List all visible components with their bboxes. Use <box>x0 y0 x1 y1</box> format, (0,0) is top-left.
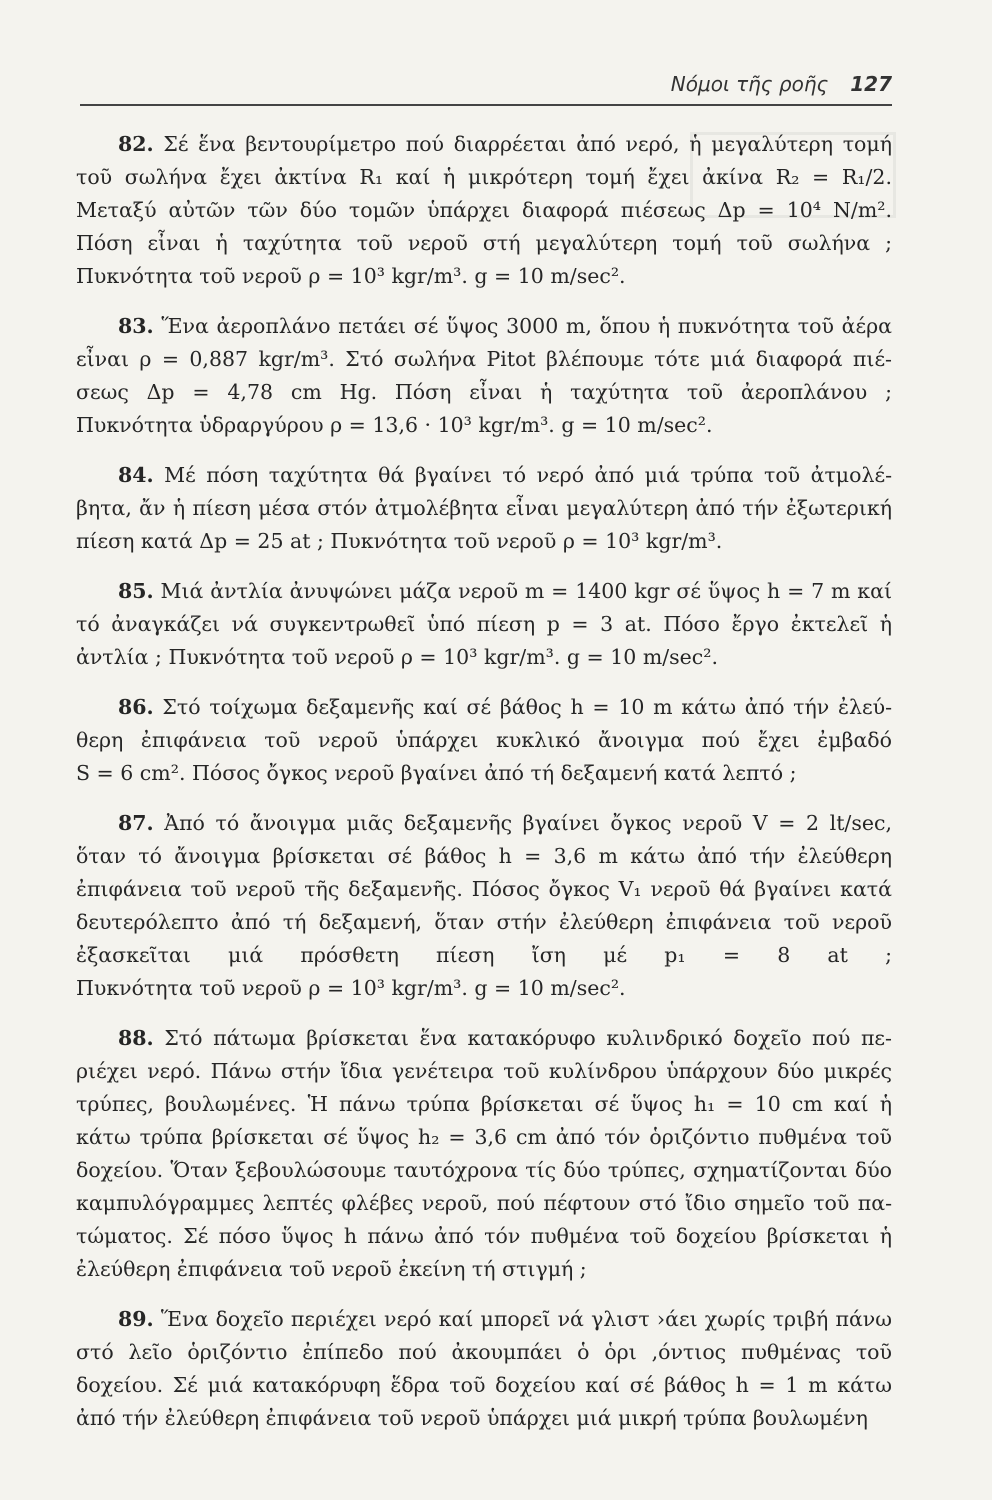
problem-text-line: τρύπες, βουλωμένες. Ἡ πάνω τρύπα βρίσκεται σέ ὕψος h₁ = 10 cm καί ἡ <box>76 1092 892 1116</box>
problem-text: Στό πάτωμα βρίσκεται ἕνα κατακόρυφο κυλινδρικό δοχεῖο πού πε- <box>164 1026 892 1050</box>
problem-number: 87. <box>118 811 154 835</box>
problem-text-line: ἐξασκεῖται μιά πρόσθετη πίεση ἴση μέ p₁ = 8 at ; <box>76 943 892 967</box>
problem-number: 85. <box>118 579 154 603</box>
problem-text-line <box>76 310 892 343</box>
problem-text-line: Πυκνότητα ὑδραργύρου ρ = 13,6 · 10³ kgr/m³. g = 10 m/sec². <box>76 413 713 437</box>
problem-text-line: Πόση εἶναι ἡ ταχύτητα τοῦ νεροῦ στή μεγαλύτερη τομή τοῦ σωλήνα ; <box>76 231 892 255</box>
problem-text-line: Πυκνότητα τοῦ νεροῦ ρ = 10³ kgr/m³. g = 10 m/sec². <box>76 264 626 288</box>
problem-text-line: τώματος. Σέ πόσο ὕψος h πάνω ἀπό τόν πυθμένα τοῦ δοχείου βρίσκεται ἡ <box>76 1224 892 1248</box>
problem-text-line: δοχείου. Σέ μιά κατακόρυφη ἕδρα τοῦ δοχείου καί σέ βάθος h = 1 m κάτω <box>76 1373 892 1397</box>
problem-89 <box>76 1303 892 1435</box>
problem-text: Μιά ἀντλία ἀνυψώνει μάζα νεροῦ m = 1400 kgr σέ ὕψος h = 7 m καί <box>160 579 892 603</box>
problem-text: Ἕνα δοχεῖο περιέχει νερό καί μπορεῖ νά γλιστ ›άει χωρίς τριβή πάνω <box>160 1307 892 1331</box>
problem-text-line: S = 6 cm². Πόσος ὄγκος νεροῦ βγαίνει ἀπό τή δεξαμενή κατά λεπτό ; <box>76 761 797 785</box>
problem-text-line: Πυκνότητα τοῦ νεροῦ ρ = 10³ kgr/m³. g = 10 m/sec². <box>76 976 626 1000</box>
problem-text-line: Μεταξύ αὐτῶν τῶν δύο τομῶν ὑπάρχει διαφορά πιέσεως Δp = 10⁴ N/m². <box>76 198 892 222</box>
problem-number: 84. <box>118 463 154 487</box>
problem-text-line: στό λεῖο ὁριζόντιο ἐπίπεδο πού ἀκουμπάει ὁ ὁρι ,όντιος πυθμένας τοῦ <box>76 1340 892 1364</box>
problem-text: Σέ ἕνα βεντουρίμετρο πού διαρρέεται ἀπό νερό, ἡ μεγαλύτερη τομή <box>163 132 892 156</box>
problem-text-line: βητα, ἄν ἡ πίεση μέσα στόν ἀτμολέβητα εἶναι μεγαλύτερη ἀπό τήν ἐξωτερική <box>76 496 892 520</box>
problem-82 <box>76 128 892 293</box>
problem-text: Ἕνα ἀεροπλάνο πετάει σέ ὕψος 3000 m, ὅπου ἡ πυκνότητα τοῦ ἀέρα <box>161 314 892 338</box>
problem-text-line <box>76 459 892 492</box>
problem-text-line: κάτω τρύπα βρίσκεται σέ ὕψος h₂ = 3,6 cm ἀπό τόν ὁριζόντιο πυθμένα τοῦ <box>76 1125 892 1149</box>
problem-text-line: ἐπιφάνεια τοῦ νεροῦ τῆς δεξαμενῆς. Πόσος ὄγκος V₁ νεροῦ θά βγαίνει κατά <box>76 877 892 901</box>
problem-text-line <box>76 1303 892 1336</box>
problem-number: 89. <box>118 1307 154 1331</box>
problem-86 <box>76 691 892 790</box>
problem-text-line <box>76 807 892 840</box>
problem-text-line: εἶναι ρ = 0,887 kgr/m³. Στό σωλήνα Pitot βλέπουμε τότε μιά διαφορά πιέ- <box>76 347 892 371</box>
running-header <box>80 72 892 96</box>
problem-88 <box>76 1022 892 1286</box>
problem-text-line: πίεση κατά Δp = 25 at ; Πυκνότητα τοῦ νεροῦ ρ = 10³ kgr/m³. <box>76 529 723 553</box>
page-number: 127 <box>850 72 892 96</box>
problem-text-line: ὅταν τό ἄνοιγμα βρίσκεται σέ βάθος h = 3,6 m κάτω ἀπό τήν ἐλεύθερη <box>76 844 892 868</box>
problem-text-line: σεως Δp = 4,78 cm Hg. Πόση εἶναι ἡ ταχύτητα τοῦ ἀεροπλάνου ; <box>76 380 892 404</box>
problem-list <box>76 128 892 1452</box>
problem-text-line <box>76 575 892 608</box>
problem-85 <box>76 575 892 674</box>
problem-text-line: ἐλεύθερη ἐπιφάνεια τοῦ νεροῦ ἐκείνη τή στιγμή ; <box>76 1257 587 1281</box>
problem-text-line: δοχείου. Ὅταν ξεβουλώσουμε ταυτόχρονα τίς δύο τρύπες, σχηματίζονται δύο <box>76 1158 892 1182</box>
problem-text-line: καμπυλόγραμμες λεπτές φλέβες νεροῦ, πού πέφτουν στό ἴδιο σημεῖο τοῦ πα- <box>76 1191 892 1215</box>
problem-text-line: τό ἀναγκάζει νά συγκεντρωθεῖ ὑπό πίεση p = 3 at. Πόσο ἔργο ἐκτελεῖ ἡ <box>76 612 892 636</box>
chapter-title: Νόμοι τῆς ροῆς <box>670 72 829 96</box>
problem-text: Ἀπό τό ἄνοιγμα μιᾶς δεξαμενῆς βγαίνει ὄγκος νεροῦ V = 2 lt/sec, <box>164 811 892 835</box>
header-rule <box>80 104 892 106</box>
problem-text-line <box>76 128 892 161</box>
problem-text-line <box>76 691 892 724</box>
problem-text-line: τοῦ σωλήνα ἔχει ἀκτίνα R₁ καί ἡ μικρότερη τομή ἔχει ἀκίνα R₂ = R₁/2. <box>76 165 892 189</box>
problem-text-line: ἀντλία ; Πυκνότητα τοῦ νεροῦ ρ = 10³ kgr/m³. g = 10 m/sec². <box>76 645 719 669</box>
problem-number: 82. <box>118 132 154 156</box>
problem-text: Μέ πόση ταχύτητα θά βγαίνει τό νερό ἀπό μιά τρύπα τοῦ ἀτμολέ- <box>164 463 892 487</box>
problem-text: Στό τοίχωμα δεξαμενῆς καί σέ βάθος h = 10 m κάτω ἀπό τήν ἐλεύ- <box>162 695 892 719</box>
problem-number: 86. <box>118 695 154 719</box>
problem-text-line: δευτερόλεπτο ἀπό τή δεξαμενή, ὅταν στήν ἐλεύθερη ἐπιφάνεια τοῦ νεροῦ <box>76 910 892 934</box>
problem-text-line <box>76 1022 892 1055</box>
problem-83 <box>76 310 892 442</box>
problem-text-line: ἀπό τήν ἐλεύθερη ἐπιφάνεια τοῦ νεροῦ ὑπάρχει μιά μικρή τρύπα βουλωμένη <box>76 1406 868 1430</box>
problem-text-line: ριέχει νερό. Πάνω στήν ἴδια γενέτειρα τοῦ κυλίνδρου ὑπάρχουν δύο μικρές <box>76 1059 892 1083</box>
problem-text-line: θερη ἐπιφάνεια τοῦ νεροῦ ὑπάρχει κυκλικό ἄνοιγμα πού ἔχει ἐμβαδό <box>76 728 892 752</box>
problem-number: 83. <box>118 314 154 338</box>
problem-number: 88. <box>118 1026 154 1050</box>
problem-84 <box>76 459 892 558</box>
problem-87 <box>76 807 892 1005</box>
